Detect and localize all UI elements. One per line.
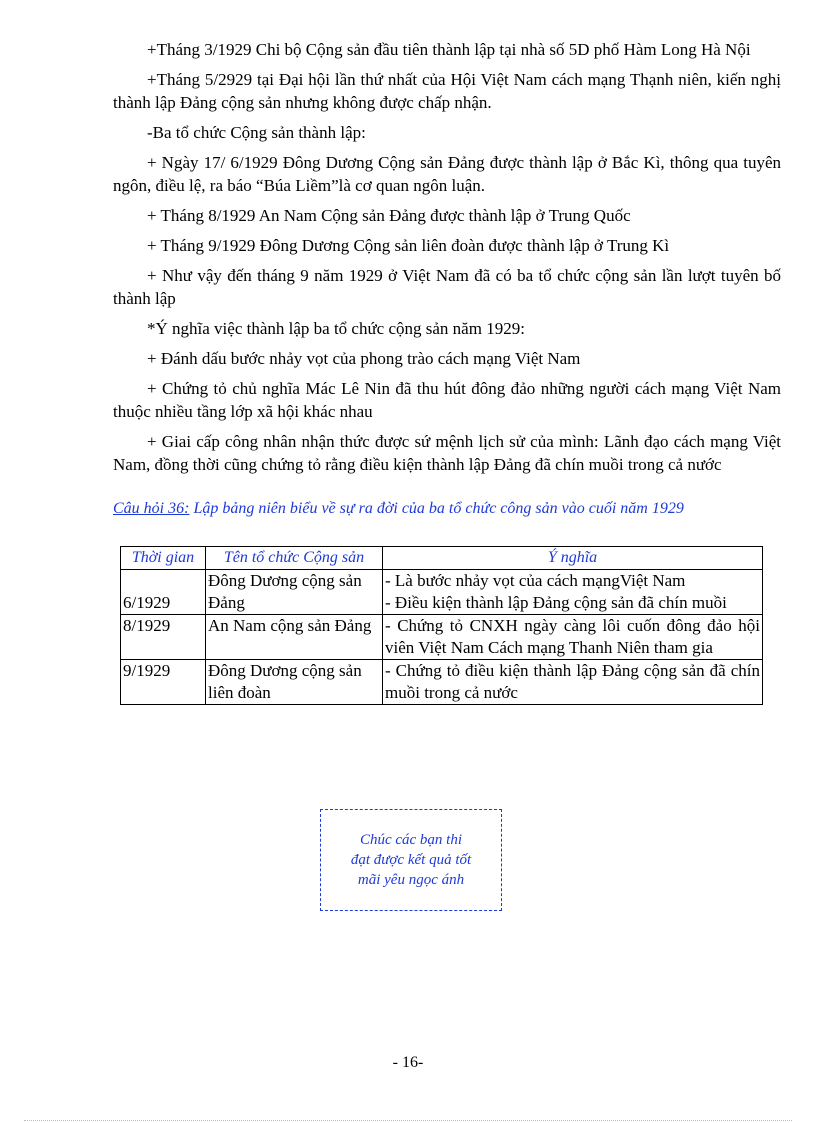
page-number: - 16- <box>392 1054 424 1071</box>
paragraph: *Ý nghĩa việc thành lập ba tổ chức cộng sản năm 1929: <box>147 319 525 338</box>
note-line: mãi yêu ngọc ánh <box>357 872 465 888</box>
paragraph: + Chứng tỏ chủ nghĩa Mác Lê Nin đã thu hút đông đảo những người cách mạng Việt Nam thuộc nhiều tầng lớp xã hội khác nhau <box>113 379 781 421</box>
question-label: Câu hỏi 36: <box>113 500 190 517</box>
cell-time: 9/1929 <box>121 660 206 705</box>
cell-meaning <box>383 570 763 615</box>
paragraph: -Ba tổ chức Cộng sản thành lập: <box>147 123 366 142</box>
closing-note-box <box>320 809 502 911</box>
paragraph: + Tháng 8/1929 An Nam Cộng sản Đảng được thành lập ở Trung Quốc <box>147 206 631 225</box>
paragraph: + Như vậy đến tháng 9 năm 1929 ở Việt Nam đã có ba tổ chức cộng sản lần lượt tuyên bố thành lập <box>113 266 781 308</box>
body-text <box>113 38 781 483</box>
paragraph: + Tháng 9/1929 Đông Dương Cộng sản liên đoàn được thành lập ở Trung Kì <box>147 236 670 255</box>
column-header-meaning: Ý nghĩa <box>383 547 763 570</box>
cell-time: 8/1929 <box>121 615 206 660</box>
meaning-line: - Chứng tỏ điều kiện thành lập Đảng cộng sản đã chín muồi trong cả nước <box>385 661 760 702</box>
paragraph: + Ngày 17/ 6/1929 Đông Dương Cộng sản Đảng được thành lập ở Bắc Kì, thông qua tuyên ngôn, điều lệ, ra báo “Búa Liềm”là cơ quan ngôn luận. <box>113 153 781 195</box>
note-line: đạt được kết quả tốt <box>350 852 472 868</box>
page-bottom-divider <box>24 1120 792 1121</box>
paragraph: + Giai cấp công nhân nhận thức được sứ mệnh lịch sử của mình: Lãnh đạo cách mạng Việt Nam, đồng thời cũng chứng tỏ rằng điều kiện thành lập Đảng đã chín muồi trong cả nước <box>113 432 781 474</box>
question-text: Lập bảng niên biểu về sự ra đời của ba tổ chức công sản vào cuối năm 1929 <box>189 500 684 517</box>
meaning-line: - Điều kiện thành lập Đảng cộng sản đã chín muồi <box>385 593 727 612</box>
cell-meaning <box>383 615 763 660</box>
paragraph: +Tháng 5/2929 tại Đại hội lần thứ nhất của Hội Việt Nam cách mạng Thạnh niên, kiến nghị thành lập Đảng cộng sản nhưng không được chấp nhận. <box>113 70 781 112</box>
table-header-row <box>121 547 763 570</box>
cell-organization: An Nam cộng sản Đảng <box>206 615 383 660</box>
cell-organization: Đông Dương cộng sản liên đoàn <box>206 660 383 705</box>
table-row <box>121 660 763 705</box>
question-heading <box>113 498 783 520</box>
table-row <box>121 570 763 615</box>
column-header-organization: Tên tổ chức Cộng sản <box>206 547 383 570</box>
cell-meaning <box>383 660 763 705</box>
paragraph: +Tháng 3/1929 Chi bộ Cộng sản đầu tiên thành lập tại nhà số 5D phố Hàm Long Hà Nội <box>147 40 751 59</box>
table-row <box>121 615 763 660</box>
column-header-time: Thời gian <box>121 547 206 570</box>
meaning-line: - Chứng tỏ CNXH ngày càng lôi cuốn đông đảo hội viên Việt Nam Cách mạng Thanh Niên tham gia <box>385 616 760 657</box>
meaning-line: - Là bước nhảy vọt của cách mạngViệt Nam <box>385 571 686 590</box>
paragraph: + Đánh dấu bước nhảy vọt của phong trào cách mạng Việt Nam <box>147 349 581 368</box>
note-line: Chúc các bạn thi <box>359 832 463 848</box>
timeline-table <box>120 546 763 705</box>
cell-organization: Đông Dương cộng sản Đảng <box>206 570 383 615</box>
cell-time: 6/1929 <box>121 570 206 615</box>
